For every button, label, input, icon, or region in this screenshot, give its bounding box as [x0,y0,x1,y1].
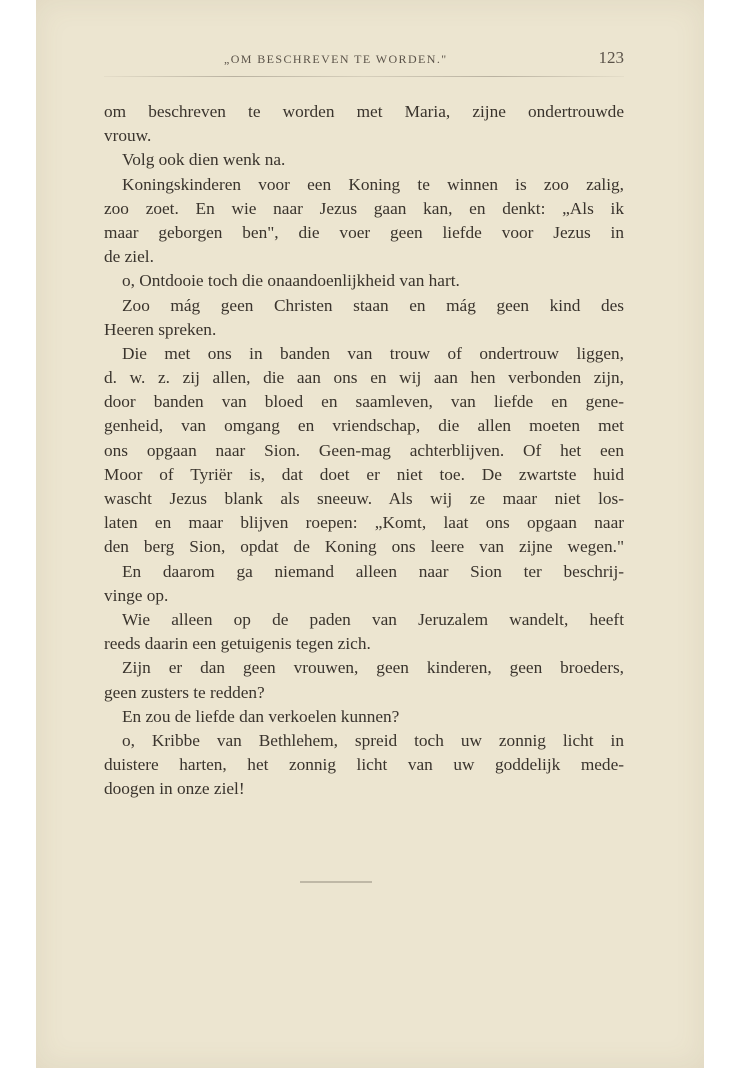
text-line: duistere harten, het zonnig licht van uw goddelijk mede- [104,755,624,775]
text-line: Moor of Tyriër is, dat doet er niet toe. De zwartste huid [104,464,624,484]
text-line: En zou de liefde dan verkoelen kunnen? [122,706,400,726]
text-line: Wie alleen op de paden van Jeruzalem wandelt, heeft [122,609,624,629]
text-line: vinge op. [104,585,169,605]
text-line: geen zusters te redden? [104,682,265,702]
text-line: om beschreven te worden met Maria, zijne ondertrouwde [104,102,624,121]
text-line: Die met ons in banden van trouw of ondertrouw liggen, [122,343,624,363]
text-line: d. w. z. zij allen, die aan ons en wij aan hen verbonden zijn, [104,368,624,388]
text-line: Koningskinderen voor een Koning te winnen is zoo zalig, [122,174,624,194]
text-line: door banden van bloed en saamleven, van liefde en gene- [104,392,624,412]
header-rule [104,76,624,77]
text-line: Zijn er dan geen vrouwen, geen kinderen, geen broeders, [122,658,624,678]
text-line: maar geborgen ben", die voer geen liefde voor Jezus in [104,222,624,242]
text-line: o, Kribbe van Bethlehem, spreid toch uw zonnig licht in [122,730,624,750]
text-line: reeds daarin een getuigenis tegen zich. [104,634,371,654]
text-line: Zoo mág geen Christen staan en mág geen kind des [122,295,624,315]
text-line: de ziel. [104,247,154,267]
page-number: 123 [598,48,624,67]
body-text [104,100,624,801]
running-title: „OM BESCHREVEN TE WORDEN." [224,52,448,66]
text-line: den berg Sion, opdat de Koning ons leere van zijne wegen." [104,537,624,557]
text-line: Heeren spreken. [104,319,217,339]
text-line: genheid, van omgang en vriendschap, die allen moeten met [104,416,624,436]
text-line: o, Ontdooie toch die onaandoenlijkheid van hart. [122,271,460,291]
text-line: zoo zoet. En wie naar Jezus gaan kan, en denkt: „Als ik [104,198,624,218]
text-line: wascht Jezus blank als sneeuw. Als wij ze maar niet los- [104,489,624,508]
text-line: Volg ook dien wenk na. [122,150,286,170]
text-line: En daarom ga niemand alleen naar Sion ter beschrij- [122,561,624,581]
text-line: laten en maar blijven roepen: „Komt, laat ons opgaan naar [104,513,624,533]
text-line: doogen in onze ziel! [104,779,245,799]
text-line: ons opgaan naar Sion. Geen-mag achterblijven. Of het een [104,440,624,460]
end-ornament-rule [300,881,372,883]
text-line: vrouw. [104,126,152,146]
page-header [104,48,624,74]
